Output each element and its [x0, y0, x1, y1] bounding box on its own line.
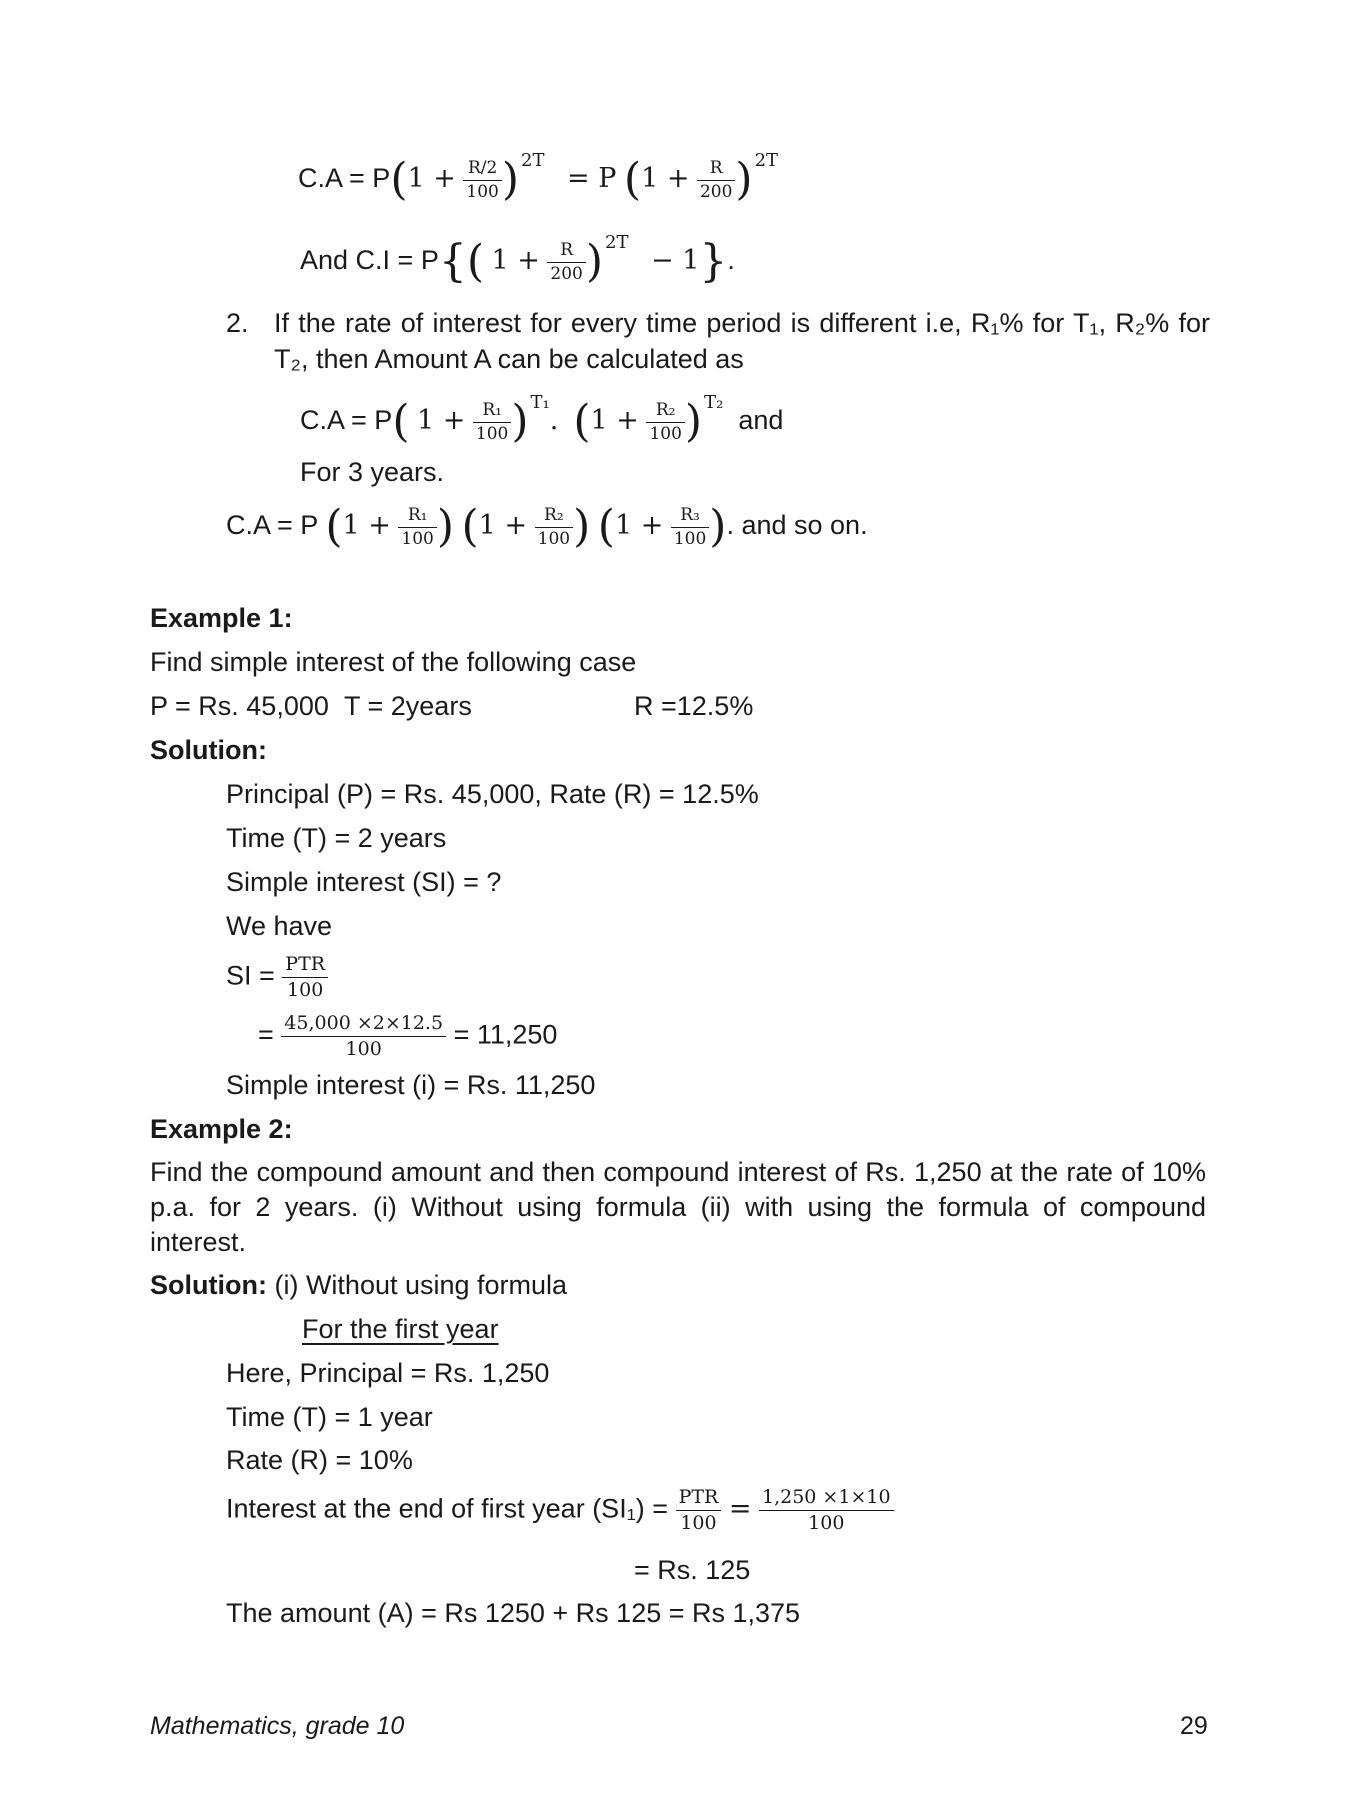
denominator: 100: [671, 527, 709, 548]
text: 1 +: [641, 163, 690, 195]
paragraph: The amount (A) = Rs 1250 + Rs 125 = Rs 1,375: [226, 1598, 801, 1628]
fraction: [282, 955, 328, 1000]
paragraph: If the rate of interest for every time period is different i.e, R₁% for T₁, R₂% for: [274, 308, 1210, 338]
fraction: [473, 399, 511, 444]
text: And C.I = P: [300, 245, 439, 276]
denominator: 200: [697, 180, 735, 201]
exponent: 2T: [754, 150, 779, 171]
paragraph: Find the compound amount and then compound interest of Rs. 1,250 at the rate of 10% p.a. for 2 years. (i) Without using formula (ii) with using the formula of compound interest.: [150, 1157, 1206, 1257]
denominator: 100: [473, 422, 511, 443]
text: 1 +: [417, 405, 466, 437]
numerator: R₁: [407, 504, 428, 525]
text: 1 +: [491, 245, 540, 277]
numerator: R₁: [482, 399, 502, 420]
fraction: [676, 1488, 722, 1533]
text: C.A = P: [226, 510, 318, 541]
paragraph: Simple interest (i) = Rs. 11,250: [226, 1070, 596, 1100]
paragraph: Principal (P) = Rs. 45,000, Rate (R) = 12.5%: [226, 779, 759, 809]
exponent: T₂: [704, 392, 724, 413]
denominator: 100: [398, 527, 436, 548]
paragraph: Time (T) = 2 years: [226, 823, 447, 853]
numerator: 1,250 ×1×10: [762, 1486, 891, 1508]
text: 1 +: [478, 510, 528, 542]
example-2-heading: Example 2:: [150, 1114, 293, 1144]
exponent: 2T: [521, 150, 545, 171]
text: .: [549, 405, 559, 437]
text: 1 +: [407, 163, 456, 195]
text: − 1: [651, 245, 700, 277]
paragraph: Find simple interest of the following case: [150, 647, 637, 677]
formula-ca-half-yearly: C.A = P(1 + $\frac{R/2}{100}$ ) $^{2T}$ = P (1 + $\frac{R}{200}$ ) $^{2T}$: [298, 150, 779, 205]
numerator: R/2: [467, 157, 498, 178]
denominator: 100: [282, 977, 328, 1000]
text: =: [728, 1493, 752, 1525]
numerator: R: [709, 157, 723, 178]
text: and: [738, 405, 784, 436]
text: C.A = P: [300, 405, 393, 436]
formula-ca-three-years: C.A = P (1 + $\frac{\text{R₁}}{100}$ ) (1 + $\frac{\text{R₂}}{100}$ ) (1 + $\frac{\text{R₃}}{100}$ ). and so on.: [226, 501, 868, 552]
denominator: 100: [463, 180, 501, 201]
solution-label: Solution:: [150, 1270, 267, 1300]
fraction: [759, 1488, 894, 1533]
denominator: 100: [646, 422, 684, 443]
fraction: [671, 504, 709, 549]
exponent: 2T: [605, 232, 629, 253]
fraction: [463, 157, 501, 202]
subheading-first-year: For the first year: [302, 1314, 499, 1344]
denominator: 100: [281, 1036, 446, 1059]
fraction: [281, 1014, 446, 1059]
fraction: [547, 239, 585, 284]
text: =: [258, 1019, 274, 1050]
text: .: [727, 245, 735, 276]
text: C.A = P: [298, 163, 391, 194]
paragraph: Simple interest (SI) = ?: [226, 867, 502, 897]
page-number: 29: [1180, 1712, 1208, 1740]
numerator: PTR: [285, 953, 326, 975]
si-calculation: [258, 1014, 557, 1059]
denominator: 100: [676, 1510, 722, 1533]
numerator: R: [560, 239, 574, 260]
footer-book-title: Mathematics, grade 10: [150, 1712, 405, 1740]
fraction: [398, 504, 436, 549]
paragraph: Time (T) = 1 year: [226, 1402, 433, 1432]
formula-ci-half-yearly: And C.I = P{( 1 + $\frac{R}{200}$ ) $^{2T}$ − 1}.: [300, 232, 735, 287]
fraction: [535, 504, 573, 549]
text: Interest at the end of first year (SI₁) =: [226, 1493, 669, 1524]
text: = 11,250: [453, 1019, 558, 1050]
numerator: R₂: [655, 399, 676, 420]
given-time: T = 2years: [344, 691, 472, 721]
paragraph: Here, Principal = Rs. 1,250: [226, 1358, 550, 1388]
numerator: 45,000 ×2×12.5: [284, 1012, 444, 1034]
list-number: 2.: [226, 308, 249, 338]
numerator: R₃: [680, 504, 700, 525]
given-rate: R =12.5%: [634, 691, 754, 721]
example-1-heading: Example 1:: [150, 603, 293, 633]
paragraph: For 3 years.: [300, 457, 445, 487]
exponent: T₁: [530, 392, 550, 413]
numerator: R₂: [544, 504, 564, 525]
numerator: PTR: [678, 1486, 719, 1508]
paragraph: We have: [226, 911, 333, 941]
fraction: [697, 157, 735, 202]
text: 1 +: [590, 405, 639, 437]
fraction: [646, 399, 684, 444]
paragraph: T₂, then Amount A can be calculated as: [274, 344, 744, 374]
text: 1 +: [614, 510, 664, 542]
paragraph: Rate (R) = 10%: [226, 1445, 413, 1475]
text: (i) Without using formula: [266, 1270, 568, 1300]
denominator: 100: [759, 1510, 894, 1533]
interest-formula: [226, 1488, 894, 1533]
solution-line: [150, 1268, 567, 1302]
denominator: 200: [547, 262, 585, 283]
text: = P: [567, 163, 617, 195]
text: SI =: [226, 960, 275, 991]
given-principal: P = Rs. 45,000: [150, 691, 329, 721]
si-formula: [226, 955, 328, 1000]
text: 1 +: [342, 510, 391, 542]
solution-label: Solution:: [150, 735, 267, 765]
denominator: 100: [535, 527, 573, 548]
formula-ca-two-periods: C.A = P( 1 + $\frac{\text{R₁}}{100}$ ) $^{T_1}$. (1 + $\frac{\text{R₂}}{100}$ ) $^{T_2}$ and: [300, 392, 784, 447]
interest-result: = Rs. 125: [634, 1555, 751, 1585]
text: . and so on.: [726, 510, 868, 541]
